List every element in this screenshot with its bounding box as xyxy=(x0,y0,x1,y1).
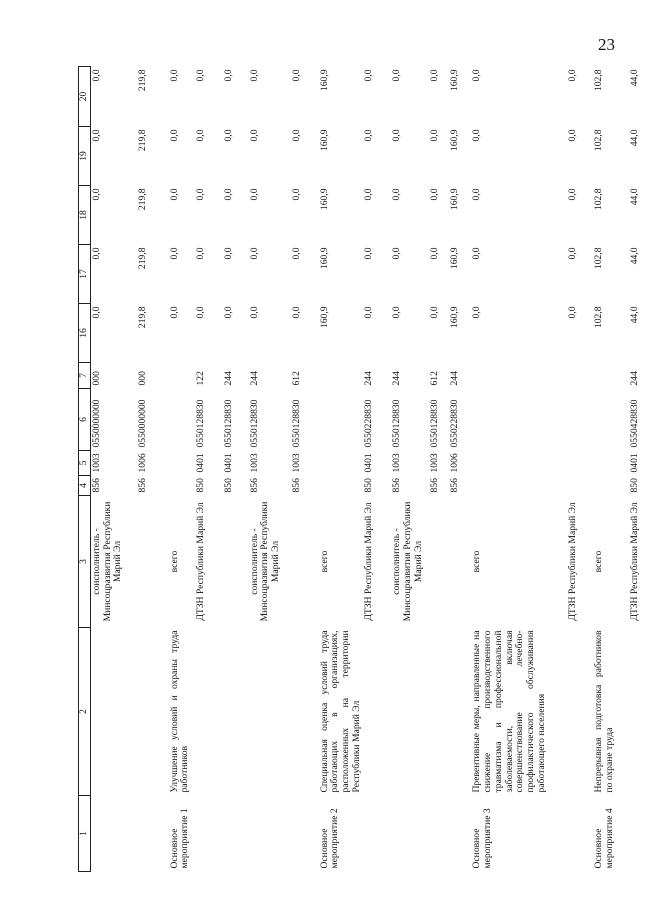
row-label-cell xyxy=(291,796,319,872)
value-cell: 0,0 xyxy=(391,188,403,201)
value-cell: 160,9 xyxy=(449,69,461,92)
value-cell: 0,0 xyxy=(363,306,375,319)
value-cell: 160,9 xyxy=(449,188,461,211)
value-cell: 0,0 xyxy=(168,129,180,142)
value-cell: 0,0 xyxy=(194,247,206,260)
grbs-code-cell: 850 xyxy=(363,478,375,493)
value-cell: 160,9 xyxy=(449,129,461,152)
value-cell: 0,0 xyxy=(194,129,206,142)
executor-cell: всего xyxy=(168,550,180,573)
value-cell: 0,0 xyxy=(290,247,302,260)
target-code-cell: 0550228830 xyxy=(449,399,461,448)
expense-type-cell xyxy=(319,363,364,389)
rotated-table-container xyxy=(78,67,641,872)
target-code-cell: 0550428830 xyxy=(629,399,641,448)
target-code-cell xyxy=(593,389,629,451)
page-number: 23 xyxy=(598,35,615,54)
target-code-cell xyxy=(319,389,364,451)
executor-cell: соисполнитель - Минсоцразвития Республики Марий Эл xyxy=(391,501,424,622)
value-cell: 0,0 xyxy=(222,247,234,260)
grbs-code-cell: 856 xyxy=(449,478,461,493)
section-code-cell xyxy=(169,451,195,476)
executor-cell: ДТЗН Республики Марий Эл xyxy=(363,502,375,621)
description-cell xyxy=(91,628,137,796)
section-code-cell: 1003 xyxy=(91,453,102,473)
expense-type-cell xyxy=(169,363,195,389)
header-cell: 20 xyxy=(79,67,91,127)
header-cell: 3 xyxy=(79,496,91,628)
section-code-cell: 1003 xyxy=(248,453,260,473)
executor-cell xyxy=(429,496,449,628)
expense-type-cell: 612 xyxy=(429,371,441,386)
value-cell: 219,8 xyxy=(136,247,148,270)
value-cell: 0,0 xyxy=(363,69,375,82)
value-cell: 0,0 xyxy=(91,306,102,319)
executor-cell: всего xyxy=(471,550,483,573)
target-code-cell: 0550000000 xyxy=(136,399,148,448)
description-cell xyxy=(391,628,429,796)
description-cell xyxy=(195,628,223,796)
value-cell: 219,8 xyxy=(136,129,148,152)
value-cell: 0,0 xyxy=(391,306,403,319)
description-cell xyxy=(567,628,593,796)
grbs-code-cell: 850 xyxy=(222,478,234,493)
header-cell: 18 xyxy=(79,186,91,245)
header-cell: 2 xyxy=(79,628,91,796)
value-cell: 0,0 xyxy=(290,306,302,319)
executor-cell: ДТЗН Республики Марий Эл xyxy=(567,502,579,621)
value-cell: 0,0 xyxy=(168,247,180,260)
grbs-code-cell: 856 xyxy=(136,478,148,493)
value-cell: 0,0 xyxy=(91,247,102,260)
value-cell: 160,9 xyxy=(318,129,330,152)
description-cell xyxy=(363,628,391,796)
value-cell: 0,0 xyxy=(363,129,375,142)
value-cell: 0,0 xyxy=(290,188,302,201)
executor-cell xyxy=(291,496,319,628)
description-cell: Улучшение условий и охраны труда работников xyxy=(168,630,191,793)
grbs-code-cell: 856 xyxy=(91,478,102,493)
section-code-cell: 0401 xyxy=(222,453,234,473)
grbs-code-cell: 856 xyxy=(429,478,441,493)
expense-type-cell: 612 xyxy=(290,371,302,386)
value-cell: 0,0 xyxy=(429,69,441,82)
section-code-cell xyxy=(319,451,364,476)
value-cell: 0,0 xyxy=(222,188,234,201)
row-label-cell xyxy=(363,796,391,872)
value-cell: 44,0 xyxy=(629,129,641,147)
value-cell: 0,0 xyxy=(222,129,234,142)
value-cell: 102,8 xyxy=(593,69,605,92)
target-code-cell xyxy=(567,389,593,451)
target-code-cell: 0550128830 xyxy=(248,399,260,448)
header-row xyxy=(79,67,91,872)
value-cell: 0,0 xyxy=(248,247,260,260)
executor-cell: ДТЗН Республики Марий Эл xyxy=(194,502,206,621)
description-cell xyxy=(223,628,249,796)
value-cell: 0,0 xyxy=(248,188,260,201)
expense-type-cell: 244 xyxy=(449,371,461,386)
row-label-cell xyxy=(195,796,223,872)
row-label-cell: Основное мероприятие 1 xyxy=(168,808,191,869)
value-cell: 0,0 xyxy=(429,188,441,201)
value-cell: 160,9 xyxy=(318,306,330,329)
grbs-code-cell xyxy=(567,476,593,496)
value-cell: 0,0 xyxy=(194,188,206,201)
expense-type-cell: 244 xyxy=(363,371,375,386)
executor-cell xyxy=(137,496,169,628)
table-row xyxy=(319,67,364,872)
section-code-cell xyxy=(471,451,567,476)
value-cell: 0,0 xyxy=(471,129,483,142)
value-cell: 0,0 xyxy=(222,306,234,319)
value-cell: 160,9 xyxy=(449,247,461,270)
value-cell: 0,0 xyxy=(429,247,441,260)
grbs-code-cell: 850 xyxy=(194,478,206,493)
value-cell: 0,0 xyxy=(168,306,180,319)
description-cell xyxy=(429,628,449,796)
value-cell: 0,0 xyxy=(248,69,260,82)
table-row xyxy=(249,67,291,872)
table-row xyxy=(291,67,319,872)
table-row xyxy=(629,67,655,872)
row-label-cell: Основное мероприятие 2 xyxy=(318,808,341,869)
value-cell: 44,0 xyxy=(629,247,641,265)
expense-type-cell: 244 xyxy=(248,371,260,386)
header-cell: 4 xyxy=(79,476,91,496)
value-cell: 160,9 xyxy=(318,69,330,92)
table-row xyxy=(169,67,195,872)
header-cell: 16 xyxy=(79,304,91,363)
value-cell: 0,0 xyxy=(567,247,579,260)
description-cell xyxy=(249,628,291,796)
row-label-cell xyxy=(449,796,471,872)
value-cell: 0,0 xyxy=(471,188,483,201)
value-cell: 0,0 xyxy=(567,188,579,201)
grbs-code-cell xyxy=(593,476,629,496)
section-code-cell xyxy=(567,451,593,476)
value-cell: 0,0 xyxy=(91,69,102,82)
value-cell: 0,0 xyxy=(567,306,579,319)
executor-cell: соисполнитель - Минсоцразвития Республики Марий Эл xyxy=(248,501,281,622)
description-cell xyxy=(137,628,169,796)
section-code-cell: 1006 xyxy=(449,453,461,473)
description-cell xyxy=(629,628,655,796)
executor-cell xyxy=(223,496,249,628)
value-cell: 0,0 xyxy=(248,306,260,319)
expense-type-cell: 244 xyxy=(629,371,641,386)
row-label-cell: Основное мероприятие 3 xyxy=(471,808,494,869)
target-code-cell: 0550128830 xyxy=(290,399,302,448)
expense-type-cell: 244 xyxy=(391,371,403,386)
value-cell: 102,8 xyxy=(593,188,605,211)
table-row xyxy=(429,67,449,872)
table-row xyxy=(195,67,223,872)
value-cell: 0,0 xyxy=(391,247,403,260)
grbs-code-cell: 850 xyxy=(629,478,641,493)
table-row xyxy=(593,67,629,872)
section-code-cell: 1006 xyxy=(136,453,148,473)
row-label-cell xyxy=(391,796,429,872)
header-cell: 19 xyxy=(79,127,91,186)
value-cell: 219,8 xyxy=(136,188,148,211)
expense-type-cell: 122 xyxy=(194,371,206,386)
expense-type-cell xyxy=(567,363,593,389)
row-label-cell xyxy=(567,796,593,872)
value-cell: 0,0 xyxy=(429,129,441,142)
value-cell: 0,0 xyxy=(429,306,441,319)
value-cell: 0,0 xyxy=(567,69,579,82)
description-cell xyxy=(449,628,471,796)
row-label-cell xyxy=(223,796,249,872)
grbs-code-cell: 856 xyxy=(248,478,260,493)
value-cell: 44,0 xyxy=(629,69,641,87)
value-cell: 160,9 xyxy=(449,306,461,329)
table-row xyxy=(363,67,391,872)
value-cell: 219,8 xyxy=(136,69,148,92)
value-cell: 0,0 xyxy=(391,129,403,142)
value-cell: 0,0 xyxy=(168,69,180,82)
table-row xyxy=(471,67,567,872)
value-cell: 0,0 xyxy=(194,306,206,319)
value-cell: 0,0 xyxy=(391,69,403,82)
description-cell: Превентивные меры, направленные на снижение производственного травматизма и профессиональной заболеваемости, включая совершенствование лечебно-профилактического обслуживания работающего населения xyxy=(471,630,547,793)
value-cell: 0,0 xyxy=(290,69,302,82)
value-cell: 0,0 xyxy=(471,69,483,82)
value-cell: 0,0 xyxy=(194,69,206,82)
section-code-cell: 0401 xyxy=(629,453,641,473)
target-code-cell xyxy=(471,389,567,451)
target-code-cell: 0550228830 xyxy=(363,399,375,448)
section-code-cell: 0401 xyxy=(363,453,375,473)
executor-cell: всего xyxy=(318,550,330,573)
table-row xyxy=(449,67,471,872)
grbs-code-cell: 856 xyxy=(290,478,302,493)
value-cell: 0,0 xyxy=(168,188,180,201)
executor-cell: всего xyxy=(593,550,605,573)
executor-cell xyxy=(449,496,471,628)
row-label-cell xyxy=(137,796,169,872)
budget-table xyxy=(78,66,655,872)
section-code-cell: 1003 xyxy=(290,453,302,473)
header-cell: 17 xyxy=(79,245,91,304)
table-row xyxy=(391,67,429,872)
section-code-cell: 0401 xyxy=(194,453,206,473)
value-cell: 160,9 xyxy=(318,247,330,270)
value-cell: 44,0 xyxy=(629,306,641,324)
grbs-code-cell xyxy=(319,476,364,496)
header-cell: 7 xyxy=(79,363,91,389)
target-code-cell: 0550128830 xyxy=(391,399,403,448)
value-cell: 219,8 xyxy=(136,306,148,329)
expense-type-cell: 000 xyxy=(91,371,102,386)
executor-cell: ДТЗН Республики Марий Эл xyxy=(629,502,641,621)
value-cell: 102,8 xyxy=(593,129,605,152)
expense-type-cell xyxy=(471,363,567,389)
row-label-cell xyxy=(429,796,449,872)
expense-type-cell xyxy=(593,363,629,389)
target-code-cell: 0550128830 xyxy=(222,399,234,448)
table-row xyxy=(567,67,593,872)
header-cell: 5 xyxy=(79,451,91,476)
table-body xyxy=(91,67,655,872)
target-code-cell: 0550000000 xyxy=(91,399,102,448)
value-cell: 0,0 xyxy=(471,247,483,260)
value-cell: 102,8 xyxy=(593,247,605,270)
grbs-code-cell xyxy=(471,476,567,496)
header-cell: 6 xyxy=(79,389,91,451)
row-label-cell xyxy=(629,796,655,872)
target-code-cell: 0550128830 xyxy=(429,399,441,448)
row-label-cell: Основное мероприятие 4 xyxy=(593,808,616,869)
expense-type-cell: 244 xyxy=(222,371,234,386)
value-cell: 102,8 xyxy=(593,306,605,329)
section-code-cell: 1003 xyxy=(429,453,441,473)
section-code-cell: 1003 xyxy=(391,453,403,473)
grbs-code-cell: 856 xyxy=(391,478,403,493)
value-cell: 0,0 xyxy=(363,188,375,201)
value-cell: 0,0 xyxy=(471,306,483,319)
header-cell: 1 xyxy=(79,796,91,872)
value-cell: 44,0 xyxy=(629,188,641,206)
executor-cell: соисполнитель - Минсоцразвития Республики Марий Эл xyxy=(91,501,124,622)
value-cell: 0,0 xyxy=(91,188,102,201)
value-cell: 0,0 xyxy=(363,247,375,260)
row-label-cell xyxy=(249,796,291,872)
description-cell: Специальная оценка условий труда работающих в организациях, расположенных на территории Республики Марий Эл xyxy=(318,630,362,793)
table-row xyxy=(223,67,249,872)
target-code-cell xyxy=(169,389,195,451)
value-cell: 0,0 xyxy=(290,129,302,142)
row-label-cell xyxy=(91,796,137,872)
grbs-code-cell xyxy=(169,476,195,496)
table-row xyxy=(91,67,137,872)
value-cell: 0,0 xyxy=(567,129,579,142)
description-cell: Непрерывная подготовка работников по охране труда xyxy=(593,630,616,793)
value-cell: 0,0 xyxy=(91,129,102,142)
target-code-cell: 0550128830 xyxy=(194,399,206,448)
expense-type-cell: 000 xyxy=(136,371,148,386)
value-cell: 0,0 xyxy=(248,129,260,142)
section-code-cell xyxy=(593,451,629,476)
description-cell xyxy=(291,628,319,796)
value-cell: 0,0 xyxy=(222,69,234,82)
table-row xyxy=(137,67,169,872)
value-cell: 160,9 xyxy=(318,188,330,211)
